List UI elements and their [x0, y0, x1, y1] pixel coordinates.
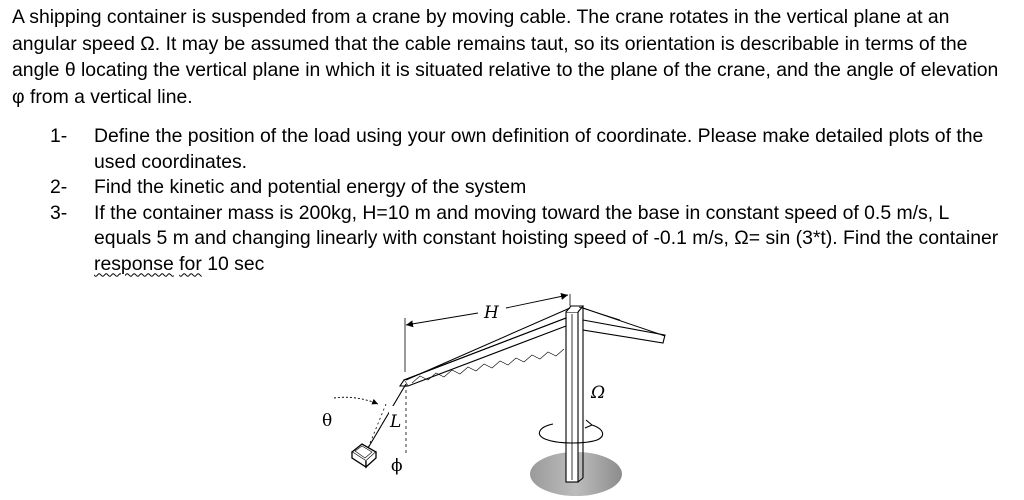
crane-boom: [400, 318, 665, 386]
task-text-end: 10 sec: [207, 252, 265, 275]
cable-plane-projection: [368, 404, 386, 448]
task-number: 3-: [50, 201, 68, 224]
label-phi: ϕ: [391, 456, 403, 476]
task-text: Define the position of the load using your own definition of coordinate. Please make detailed plots of the used coordinates.: [94, 125, 984, 173]
spellcheck-flagged-word: response: [94, 252, 174, 275]
label-theta: θ: [322, 411, 333, 431]
task-text: Find the kinetic and potential energy of the system: [94, 176, 527, 198]
task-number: 2-: [50, 176, 68, 198]
label-H: H: [484, 303, 499, 323]
label-L: L: [390, 412, 402, 432]
label-Omega: Ω: [591, 383, 606, 403]
problem-statement: A shipping container is suspended from a crane by moving cable. The crane rotates in the vertical plane at an angular speed Ω. It may be assumed that the cable remains taut, so its orientation is describable in terms of the angle θ locating the vertical plane in which it is situated relative to the plane of the crane, and the angle of elevation φ from a vertical line.: [12, 6, 999, 108]
task-text: If the container mass is 200kg, H=10 m and moving toward the base in constant speed of 0.5 m/s, L equals 5 m and changing linearly with constant hoisting speed of -0.1 m/s, Ω= sin (3*t). Find the container: [94, 201, 999, 249]
theta-arc: [334, 397, 378, 404]
task-number: 1-: [50, 125, 68, 147]
shipping-container: [352, 444, 376, 467]
spellcheck-flagged-word: for: [179, 252, 202, 275]
